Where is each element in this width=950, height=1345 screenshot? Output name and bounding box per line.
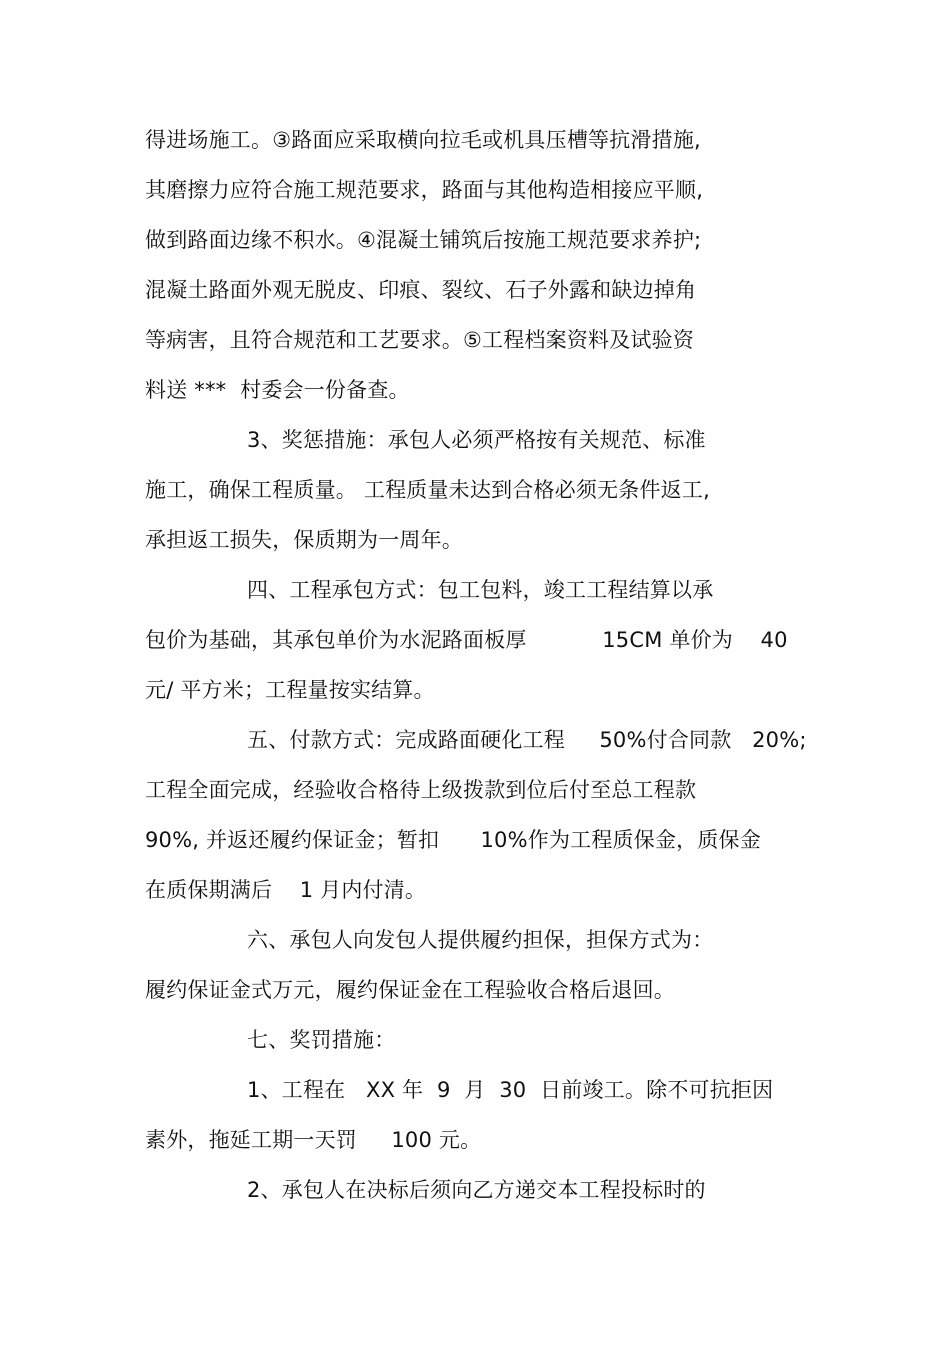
text-line: 等病害，且符合规范和工艺要求。⑤工程档案资料及试验资 xyxy=(145,328,695,352)
text-line: 履约保证金式万元，履约保证金在工程验收合格后退回。 xyxy=(145,978,675,1002)
text-line: 90%, 并返还履约保证金；暂扣 10%作为工程质保金，质保金 xyxy=(145,828,761,852)
text-line: 承担返工损失，保质期为一周年。 xyxy=(145,528,463,552)
text-line: 在质保期满后 1 月内付清。 xyxy=(145,878,427,902)
text-line: 施工，确保工程质量。 工程质量未达到合格必须无条件返工, xyxy=(145,478,710,502)
text-line: 素外，拖延工期一天罚 100 元。 xyxy=(145,1128,482,1152)
text-line: 料送 *** 村委会一份备查。 xyxy=(145,378,410,402)
text-line: 元/ 平方米；工程量按实结算。 xyxy=(145,678,435,702)
paragraph-start-line: 四、工程承包方式：包工包料，竣工工程结算以承 xyxy=(247,578,714,602)
paragraph-start-line: 六、承包人向发包人提供履约担保，担保方式为： xyxy=(247,928,714,952)
text-line: 包价为基础，其承包单价为水泥路面板厚 15CM 单价为 40 xyxy=(145,628,788,652)
text-line: 得进场施工。③路面应采取横向拉毛或机具压槽等抗滑措施, xyxy=(145,128,701,152)
section-heading-line: 七、奖罚措施： xyxy=(247,1028,396,1052)
text-line: 其磨擦力应符合施工规范要求，路面与其他构造相接应平顺, xyxy=(145,178,704,202)
paragraph-start-line: 2、承包人在决标后须向乙方递交本工程投标时的 xyxy=(247,1178,706,1202)
paragraph-start-line: 五、付款方式：完成路面硬化工程 50%付合同款 20%; xyxy=(247,728,807,752)
text-line: 工程全面完成，经验收合格待上级拨款到位后付至总工程款 xyxy=(145,778,697,802)
text-line: 做到路面边缘不积水。④混凝土铺筑后按施工规范要求养护; xyxy=(145,228,702,252)
text-line: 混凝土路面外观无脱皮、印痕、裂纹、石子外露和缺边掉角 xyxy=(145,278,697,302)
paragraph-start-line: 1、工程在 XX 年 9 月 30 日前竣工。除不可抗拒因 xyxy=(247,1078,774,1102)
paragraph-start-line: 3、奖惩措施：承包人必须严格按有关规范、标准 xyxy=(247,428,706,452)
